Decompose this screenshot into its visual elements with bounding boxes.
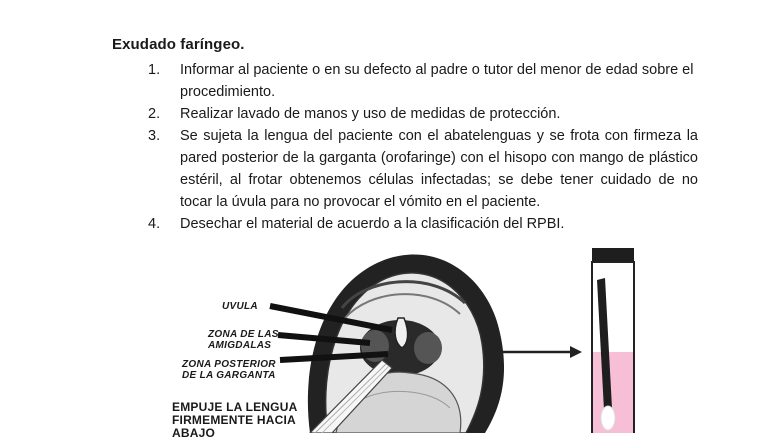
caption-line2: FIRMEMENTE HACIA (172, 413, 296, 427)
label-amigdalas-line1: ZONA DE LAS (208, 329, 279, 340)
step-number: 1. (148, 62, 161, 78)
step-number: 4. (148, 216, 161, 232)
label-garganta-line1: ZONA POSTERIOR (182, 359, 276, 370)
label-uvula (222, 301, 258, 312)
step-number: 2. (148, 106, 161, 122)
step-number: 3. (148, 128, 161, 144)
section-title: Exudado faríngeo. (112, 36, 245, 53)
step-text: Se sujeta la lengua del paciente con el abatelenguas y se frota con firmeza la pared posterior de la garganta (orofaringe) con el hisopo con mango de plástico estéril, al frotar obtenemos células infectadas; se debe tener cuidado de no tocar la úvula para no provocar el vómito en el paciente. (180, 128, 698, 210)
step-text: Informar al paciente o en su defecto al padre o tutor del menor de edad sobre el procedimiento. (180, 62, 694, 100)
tongue-caption (172, 401, 297, 440)
step-text: Realizar lavado de manos y uso de medidas de protección. (180, 106, 561, 122)
caption-line1: EMPUJE LA LENGUA (172, 400, 298, 414)
throat-swab-figure (160, 248, 720, 440)
caption-line3: ABAJO (172, 426, 216, 440)
label-uvula-text: UVULA (222, 301, 258, 312)
step-text: Desechar el material de acuerdo a la clasificación del RPBI. (180, 216, 565, 232)
label-amigdalas (208, 329, 279, 351)
label-garganta-line2: DE LA GARGANTA (182, 370, 276, 381)
label-garganta (182, 359, 276, 381)
label-amigdalas-line2: AMIGDALAS (208, 340, 272, 351)
